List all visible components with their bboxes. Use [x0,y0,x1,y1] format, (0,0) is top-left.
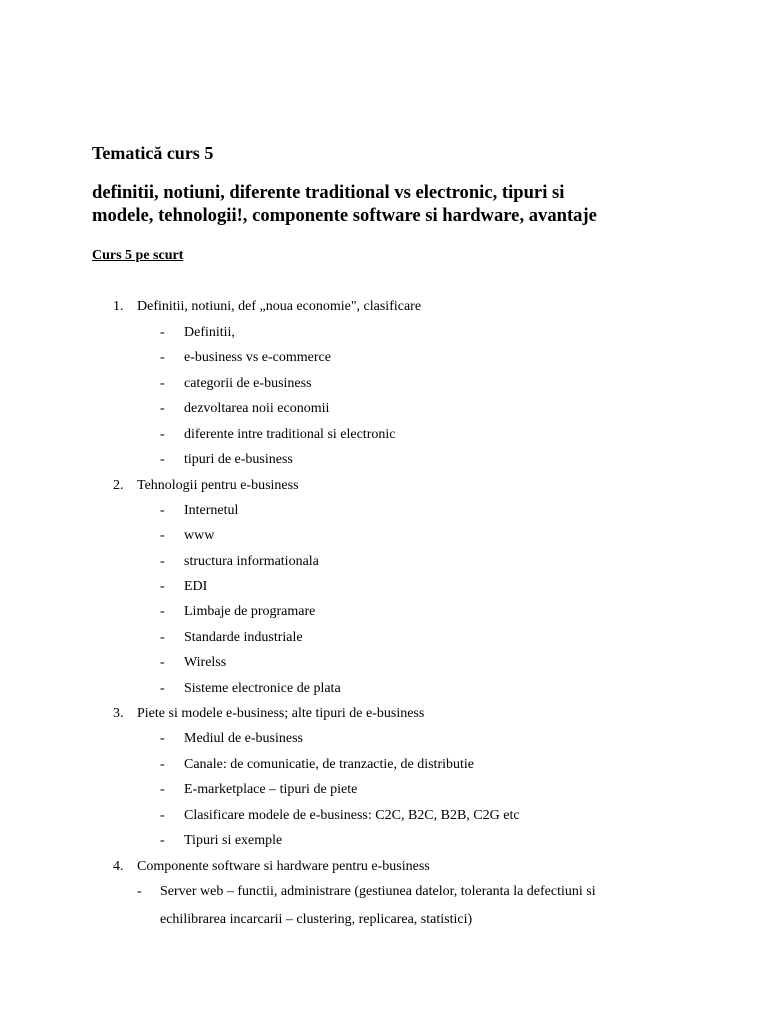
sub-item-text: diferente intre traditional si electronic [184,427,396,442]
sub-item-text: Internetul [184,503,239,518]
dash-bullet: - [160,579,165,594]
dash-bullet: - [160,655,165,670]
list-item-text: Piete si modele e-business; alte tipuri de e-business [137,706,425,721]
sub-item-text: Wirelss [184,655,227,670]
sub-item-text: www [184,528,215,543]
dash-bullet: - [160,528,165,543]
sub-item-text: Tipuri si exemple [184,833,283,848]
dash-bullet: - [160,452,165,467]
sub-item-text: structura informationala [184,554,319,569]
sub-item-text: EDI [184,579,208,594]
sub-item-text: Server web – functii, administrare (gestiunea datelor, toleranta la defectiuni si [160,884,596,899]
section-heading: Curs 5 pe scurt [92,248,184,263]
sub-item-text: echilibrarea incarcarii – clustering, replicarea, statistici) [160,912,473,927]
dash-bullet: - [160,731,165,746]
list-item-text: Definitii, notiuni, def „noua economie", clasificare [137,299,422,314]
subtitle-line-2: modele, tehnologii!, componente software si hardware, avantaje [92,205,597,226]
dash-bullet: - [160,325,165,340]
list-number: 2. [113,478,124,493]
list-number: 4. [113,859,124,874]
sub-item-text: categorii de e-business [184,376,312,391]
dash-bullet: - [160,681,165,696]
sub-item-text: E-marketplace – tipuri de piete [184,782,358,797]
sub-item-text: e-business vs e-commerce [184,350,331,365]
dash-bullet: - [160,630,165,645]
list-number: 3. [113,706,124,721]
dash-bullet: - [160,401,165,416]
sub-item-text: dezvoltarea noii economii [184,401,330,416]
sub-item-text: Clasificare modele de e-business: C2C, B2C, B2B, C2G etc [184,808,520,823]
document-title: Tematică curs 5 [92,143,214,163]
sub-item-text: Sisteme electronice de plata [184,681,341,696]
dash-bullet: - [137,884,142,899]
dash-bullet: - [160,757,165,772]
dash-bullet: - [160,427,165,442]
dash-bullet: - [160,554,165,569]
dash-bullet: - [160,604,165,619]
dash-bullet: - [160,833,165,848]
list-number: 1. [113,299,124,314]
sub-item-text: Mediul de e-business [184,731,303,746]
sub-item-text: Canale: de comunicatie, de tranzactie, de distributie [184,757,474,772]
sub-item-text: Standarde industriale [184,630,303,645]
subtitle-line-1: definitii, notiuni, diferente traditional vs electronic, tipuri si [92,182,565,203]
list-item-text: Tehnologii pentru e-business [137,478,299,493]
list-item-text: Componente software si hardware pentru e-business [137,859,430,874]
sub-item-text: Definitii, [184,325,235,340]
dash-bullet: - [160,503,165,518]
dash-bullet: - [160,376,165,391]
dash-bullet: - [160,808,165,823]
sub-item-text: tipuri de e-business [184,452,293,467]
dash-bullet: - [160,782,165,797]
dash-bullet: - [160,350,165,365]
document-subtitle [92,181,732,227]
sub-item-text: Limbaje de programare [184,604,316,619]
